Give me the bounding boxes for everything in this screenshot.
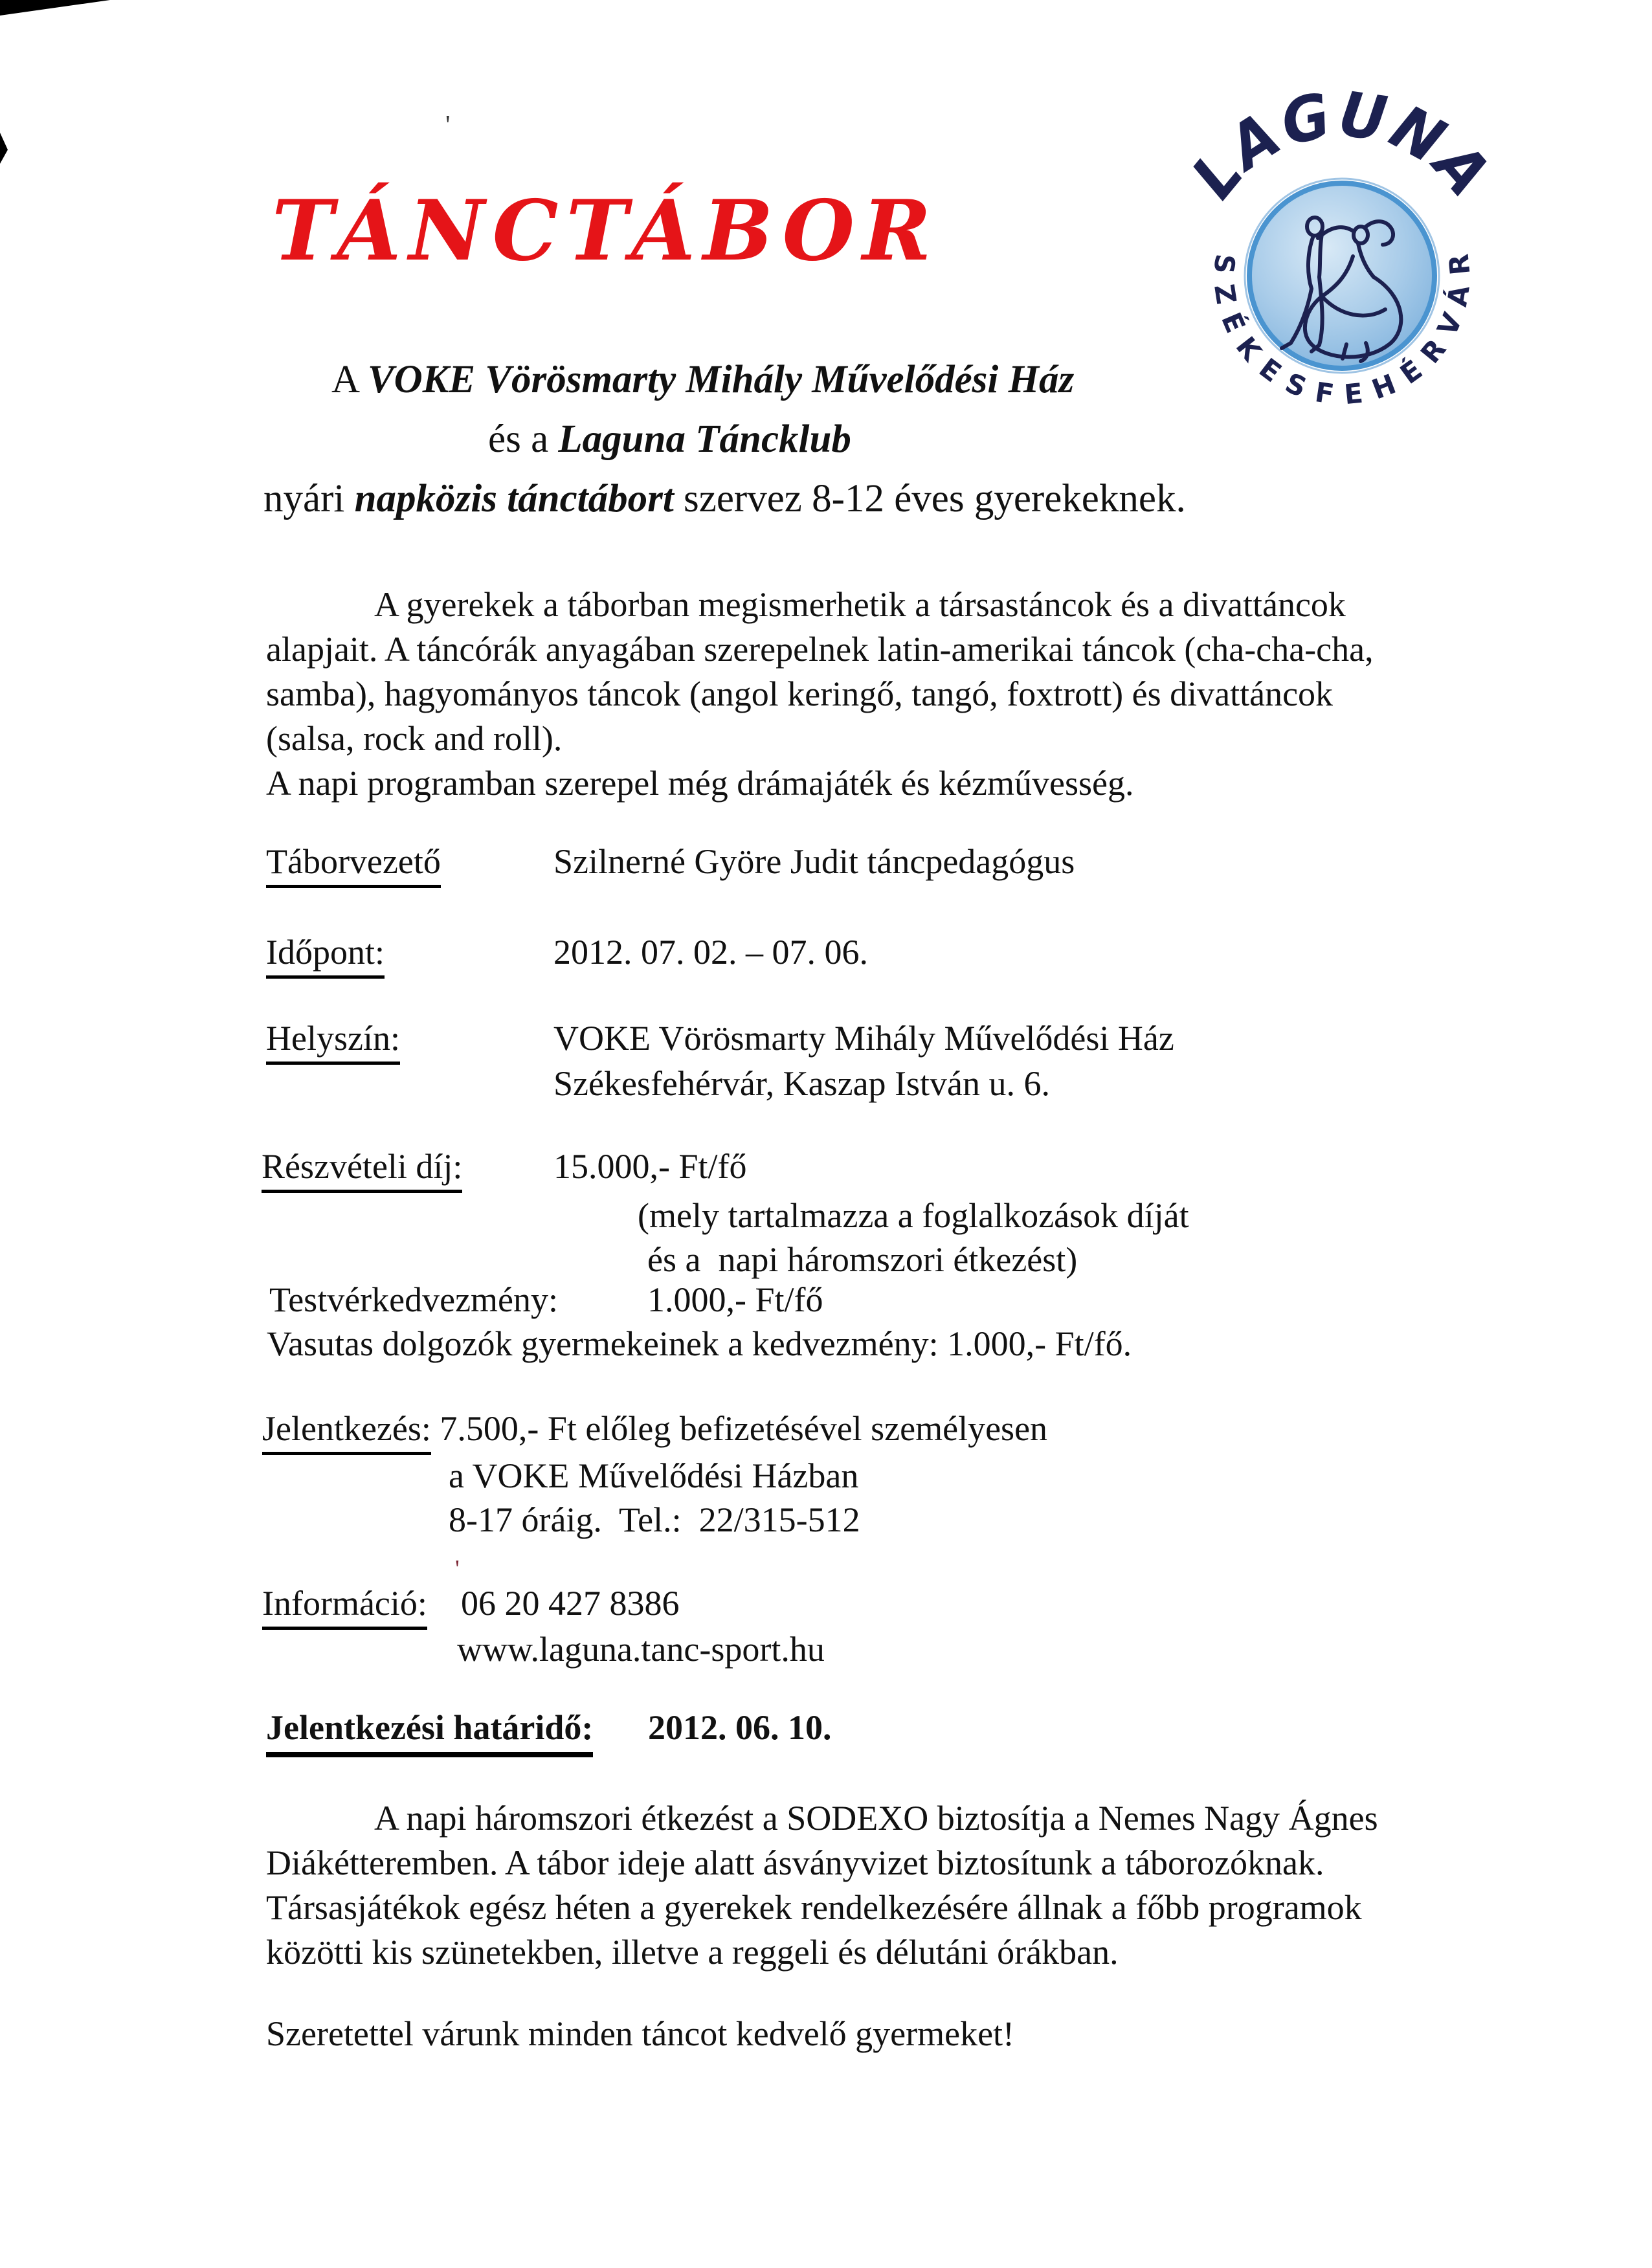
information-label: Információ: [262, 1583, 427, 1630]
intro-line3-emphasis: napközis tánctábort [354, 477, 674, 520]
scan-artifact-apostrophe: ' [445, 111, 451, 140]
application-line2: a VOKE Művelődési Házban [449, 1456, 859, 1495]
railway-discount-line: Vasutas dolgozók gyermekeinek a kedvezmény: 1.000,- Ft/fő. [267, 1324, 1132, 1363]
fee-value: 15.000,- Ft/fő [553, 1147, 747, 1186]
deadline-value: 2012. 06. 10. [648, 1708, 832, 1747]
scan-artifact-info-apostrophe: ' [455, 1555, 460, 1583]
venue-value-line1: VOKE Vörösmarty Mihály Művelődési Ház [553, 1019, 1174, 1058]
intro-line2-emphasis: Laguna Táncklub [558, 417, 851, 461]
fee-label: Részvételi díj: [262, 1146, 462, 1193]
intro-line-3 [263, 476, 1186, 522]
application-line1 [262, 1408, 1047, 1455]
paragraph2-line2: Diákétteremben. A tábor ideje alatt ásványvizet biztosítunk a táborozóknak. [266, 1843, 1324, 1882]
information-website: www.laguna.tanc-sport.hu [457, 1630, 825, 1669]
fee-note-line2: és a napi háromszori étkezést) [647, 1240, 1078, 1279]
paragraph1-line1: A gyerekek a táborban megismerhetik a társastáncok és a divattáncok [374, 585, 1346, 624]
logo-city-text: SZÉKESFEHÉRVÁR [1207, 252, 1477, 411]
intro-line3-part2: szervez 8-12 éves gyerekeknek. [673, 477, 1186, 520]
date-value: 2012. 07. 02. – 07. 06. [553, 933, 868, 972]
application-label: Jelentkezés: [262, 1408, 431, 1455]
paragraph1-line2: alapjait. A táncórák anyagában szerepelnek latin-amerikai táncok (cha-cha-cha, [266, 630, 1374, 669]
logo-brand-text: LAGUNA [1178, 83, 1507, 214]
intro-line1-prefix: A [331, 358, 368, 401]
scan-artifact-corner [0, 0, 110, 16]
application-value: 7.500,- Ft előleg befizetésével személyesen [430, 1409, 1048, 1448]
deadline-label: Jelentkezési határidő: [266, 1707, 593, 1757]
information-phone: 06 20 427 8386 [461, 1584, 680, 1623]
camp-leader-value: Szilnerné Györe Judit táncpedagógus [553, 842, 1075, 881]
camp-leader-label: Táborvezető [266, 841, 441, 888]
laguna-logo [1152, 83, 1541, 478]
paragraph1-line3: samba), hagyományos táncok (angol keringő, tangó, foxtrott) és divattáncok [266, 674, 1334, 713]
venue-label: Helyszín: [266, 1018, 400, 1065]
paragraph1-line4: (salsa, rock and roll). [266, 719, 563, 758]
intro-line-1 [331, 357, 1074, 403]
paragraph1-line5: A napi programban szerepel még drámajáték és kézművesség. [266, 764, 1134, 803]
venue-value-line2: Székesfehérvár, Kaszap István u. 6. [553, 1064, 1051, 1103]
sibling-discount-value: 1.000,- Ft/fő [647, 1280, 823, 1319]
fee-note-line1: (mely tartalmazza a foglalkozások díját [638, 1196, 1189, 1235]
paragraph2-line3: Társasjátékok egész héten a gyerekek rendelkezésére állnak a főbb programok [266, 1888, 1362, 1927]
page-title: TÁNCTÁBOR [272, 183, 939, 280]
application-line3: 8-17 óráig. Tel.: 22/315-512 [449, 1500, 860, 1539]
date-label: Időpont: [266, 932, 385, 979]
closing-line: Szeretettel várunk minden táncot kedvelő gyermeket! [266, 2014, 1015, 2053]
sibling-discount-label: Testvérkedvezmény: [269, 1280, 559, 1319]
scan-artifact-edge [0, 133, 8, 164]
intro-line1-emphasis: VOKE Vörösmarty Mihály Művelődési Ház [367, 358, 1075, 401]
intro-line-2 [488, 417, 851, 462]
intro-line2-prefix: és a [488, 417, 559, 461]
paragraph2-line1: A napi háromszori étkezést a SODEXO biztosítja a Nemes Nagy Ágnes [374, 1799, 1378, 1838]
paragraph2-line4: közötti kis szünetekben, illetve a reggeli és délutáni órákban. [266, 1933, 1119, 1972]
intro-line3-part1: nyári [263, 477, 355, 520]
